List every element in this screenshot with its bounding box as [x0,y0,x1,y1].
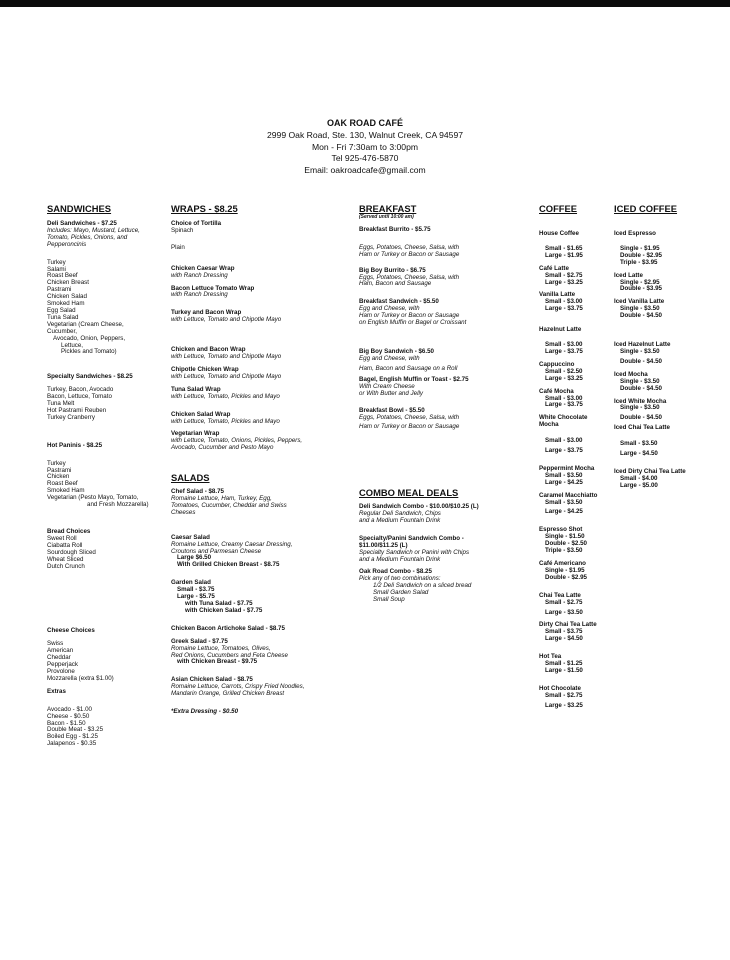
salad-price: with Tuna Salad - $7.75 [185,600,253,607]
salad-desc: Mandarin Orange, Grilled Chicken Breast [171,690,285,698]
combo-desc: Regular Deli Sandwich, Chips [359,510,441,518]
cheese-item: Mozzarella (extra $1.00) [47,674,114,682]
iced-item: Iced Vanilla Latte [614,298,665,306]
coffee-item: Caramel Macchiatto [539,491,598,499]
breakfast-desc: Ham or Turkey or Bacon or Sausage [359,423,460,431]
breakfast-desc: Eggs, Potatoes, Cheese, Salsa, with [359,273,460,281]
vegetarian-item: Lettuce, [61,341,84,349]
panini-item: Roast Beef [47,480,78,488]
breakfast-desc: With Cream Cheese [359,382,415,390]
breakfast-desc: Ham or Turkey or Bacon or Sausage [359,312,460,320]
coffee-price: Single - $1.50 [545,533,585,541]
coffee-price: Large - $1.50 [545,666,583,674]
salad-price: Large $6.50 [177,554,212,562]
iced-item: Iced Hazelnut Latte [614,341,671,349]
salad-desc: Romaine Lettuce, Creamy Caesar Dressing, [171,540,293,548]
cheese-item: Cheddar [47,654,71,662]
iced-price: Single - $2.95 [620,278,660,286]
coffee-price: Small - $3.00 [545,298,583,306]
combo-specialty: Specialty/Panini Sandwich Combo - [359,534,464,542]
panini-item: Smoked Ham [47,487,85,495]
top-border [0,0,730,7]
panini-item: and Fresh Mozzarella) [87,501,149,509]
deli-includes: Pepperoncinis [47,240,87,248]
coffee-item: Hot Tea [539,653,562,661]
coffee-item: Peppermint Mocha [539,464,595,472]
coffee-price: Large - $1.95 [545,251,583,259]
tortilla-choice: Choice of Tortilla [171,220,222,227]
iced-price: Single - $3.50 [620,377,660,385]
wrap-name: Chicken Salad Wrap [171,410,231,418]
coffee-price: Small - $3.50 [545,471,583,479]
wrap-desc: Avocado, Cucumber and Pesto Mayo [171,444,274,452]
extra-item: Boiled Egg - $1.25 [47,733,98,741]
extra-item: Cheese - $0.50 [47,712,90,720]
coffee-item: Café Mocha [539,387,574,395]
meat-item: Egg Salad [47,306,76,314]
caesar-salad: Caesar Salad [171,533,210,541]
coffee-price: Large - $3.25 [545,701,583,709]
breakfast-desc: Ham, Bacon and Sausage on a Roll [359,364,458,372]
cafe-phone: Tel 925-476-5870 [331,153,399,164]
coffee-column [539,203,597,710]
breakfast-heading: BREAKFAST [359,203,417,214]
specialty-sandwiches: Specialty Sandwiches - $8.25 [47,373,133,381]
coffee-price: Small - $1.25 [545,660,583,668]
wrap-name: Vegetarian Wrap [171,430,220,438]
salad-price: Large - $5.75 [177,593,215,601]
specialty-item: Turkey, Bacon, Avocado [47,386,114,394]
combo-desc: 1/2 Deli Sandwich on a sliced bread [373,582,472,590]
iced-item: Iced Chai Tea Latte [614,424,670,432]
wrap-name: Turkey and Bacon Wrap [171,309,242,317]
coffee-item: Hot Chocolate [539,684,581,692]
meat-item: Salami [47,265,66,273]
breakfast-served: (Served until 10:00 am) [359,214,414,220]
bread-item: Sourdough Sliced [47,548,96,556]
meat-item: Roast Beef [47,272,78,280]
coffee-price: Double - $2.95 [545,573,587,581]
salad-desc: Tomatoes, Cucumber, Cheddar and Swiss [171,501,287,509]
coffee-price: Small - $3.00 [545,341,583,349]
iced-item: Iced Espresso [614,230,656,237]
combo-desc: Pick any of two combinations: [359,575,441,583]
coffee-item: Café Latte [539,264,569,272]
breakfast-item: Big Boy Burrito - $6.75 [359,266,426,274]
wrap-desc: with Ranch Dressing [171,271,228,279]
cheese-item: Pepperjack [47,661,78,669]
cafe-hours: Mon - Fri 7:30am to 3:00pm [311,141,419,152]
wraps-heading: WRAPS - $8.25 [171,203,238,214]
iced-price: Large - $5.00 [620,481,658,489]
iced-price: Large - $4.50 [620,450,658,458]
combo-desc: Small Garden Salad [373,589,429,597]
combo-desc: Specialty Sandwich or Panini with Chips [359,548,470,556]
bread-item: Ciabatta Roll [47,541,83,549]
vegetarian-item: Vegetarian (Cream Cheese, [47,320,124,328]
cheese-choices-heading: Cheese Choices [47,627,95,635]
sandwiches-column [47,203,149,748]
coffee-price: Small - $2.75 [545,271,583,279]
salad-desc: Red Onions, Cucumbers and Feta Cheese [171,651,288,659]
breakfast-desc: or With Butter and Jelly [359,389,423,397]
coffee-item: Espresso Shot [539,526,583,534]
wrap-desc: with Ranch Dressing [171,291,228,299]
iced-item: Iced Mocha [614,370,648,378]
deli-sandwiches: Deli Sandwiches - $7.25 [47,220,117,227]
coffee-price: Small - $3.00 [545,437,583,445]
coffee-price: Small - $2.75 [545,691,583,699]
salad-desc: Romaine Lettuce, Ham, Turkey, Egg, [171,495,272,503]
iced-coffee-heading: ICED COFFEE [614,203,678,214]
breakfast-item: Breakfast Burrito - $5.75 [359,225,431,233]
iced-price: Small - $3.50 [620,440,658,448]
breakfast-desc: on English Muffin or Bagel or Croissant [359,319,467,327]
combo-deli: Deli Sandwich Combo - $10.00/$10.25 (L) [359,503,479,511]
iced-price: Double - $4.50 [620,357,662,365]
panini-item: Chicken [47,473,70,481]
combo-oak-road: Oak Road Combo - $8.25 [359,568,432,576]
coffee-price: Large - $4.25 [545,508,583,516]
extra-item: Double Meat - $3.25 [47,726,104,734]
salad-price: With Grilled Chicken Breast - $8.75 [177,561,280,569]
bread-choices-heading: Bread Choices [47,528,91,535]
iced-price: Single - $3.50 [620,305,660,313]
breakfast-desc: Egg and Cheese, with [359,354,420,362]
greek-salad: Greek Salad - $7.75 [171,637,228,645]
combo-desc: and a Medium Fountain Drink [359,516,441,524]
iced-price: Double - $2.95 [620,251,662,259]
breakfast-item: Breakfast Sandwich - $5.50 [359,298,439,306]
iced-price: Triple - $3.95 [620,258,658,266]
cafe-email: Email: oakroadcafe@gmail.com [304,165,426,176]
menu-header [0,118,730,177]
panini-item: Pastrami [47,466,72,474]
salad-desc: Romaine Lettuce, Tomatoes, Olives, [171,644,271,652]
salad-desc: Cheeses [171,508,196,516]
hot-paninis: Hot Paninis - $8.25 [47,441,103,449]
coffee-item: Cappuccino [539,360,575,368]
breakfast-column [359,203,479,604]
coffee-price: Small - $2.50 [545,367,583,375]
panini-item: Turkey [47,459,66,467]
meat-item: Chicken Salad [47,293,87,301]
salad-price: with Chicken Salad - $7.75 [185,606,263,614]
iced-price: Single - $3.50 [620,404,660,412]
cheese-item: Swiss [47,640,64,648]
coffee-price: Small - $1.65 [545,244,583,252]
cheese-item: Provolone [47,667,75,675]
coffee-item: Chai Tea Latte [539,591,581,599]
coffee-price: Large - $3.75 [545,347,583,355]
garden-salad: Garden Salad [171,579,211,587]
meat-item: Chicken Breast [47,279,89,287]
asian-salad: Asian Chicken Salad - $8.75 [171,676,253,684]
coffee-price: Large - $3.75 [545,401,583,409]
coffee-item: Hazelnut Latte [539,326,582,334]
iced-price: Single - $3.50 [620,347,660,355]
artichoke-salad: Chicken Bacon Artichoke Salad - $8.75 [171,624,285,632]
iced-price: Double - $4.50 [620,312,662,320]
salads-heading: SALADS [171,472,210,484]
iced-item: Iced Latte [614,271,643,279]
coffee-price: Double - $2.50 [545,540,587,548]
iced-coffee-column [614,203,686,490]
wrap-desc: with Lettuce, Tomato and Chipotle Mayo [171,372,282,380]
breakfast-desc: Ham or Turkey or Bacon or Sausage [359,250,460,258]
coffee-heading: COFFEE [539,203,578,214]
salad-price: Small - $3.75 [177,586,215,594]
wrap-name: Chicken Caesar Wrap [171,264,235,272]
breakfast-desc: Egg and Cheese, with [359,305,420,313]
cheese-item: American [47,647,74,655]
wrap-desc: with Lettuce, Tomato and Chipotle Mayo [171,316,282,324]
breakfast-item: Breakfast Bowl - $5.50 [359,407,425,415]
specialty-item: Hot Pastrami Reuben [47,406,107,414]
coffee-price: Large - $4.25 [545,478,583,486]
extras-heading: Extras [47,687,66,695]
tortilla-spinach: Spinach [171,226,194,234]
coffee-price: Small - $2.75 [545,598,583,606]
salad-price: with Chicken Breast - $9.75 [177,658,258,666]
coffee-item: Vanilla Latte [539,291,576,299]
coffee-price: Small - $3.50 [545,498,583,506]
chef-salad: Chef Salad - $8.75 [171,488,224,496]
extra-item: Jalapenos - $0.35 [47,740,97,748]
coffee-item: Mocha [539,421,559,429]
extra-item: Avocado - $1.00 [47,705,92,713]
wrap-desc: with Lettuce, Tomato, Pickles and Mayo [171,392,280,400]
breakfast-desc: Eggs, Potatoes, Cheese, Salsa, with [359,243,460,251]
salad-desc: Croutons and Parmesan Cheese [171,547,262,555]
coffee-price: Small - $3.75 [545,628,583,636]
meat-item: Pastrami [47,286,72,294]
iced-item: Iced White Mocha [614,397,667,405]
wrap-name: Chipotle Chicken Wrap [171,365,239,373]
cafe-name: OAK ROAD CAFÉ [327,118,403,128]
iced-price: Double - $4.50 [620,384,662,392]
extra-item: Bacon - $1.50 [47,719,86,727]
coffee-price: Large - $3.75 [545,305,583,313]
panini-item: Vegetarian (Pesto Mayo, Tomato, [47,494,139,502]
iced-price: Double - $3.95 [620,285,662,293]
coffee-price: Single - $1.95 [545,566,585,574]
wrap-desc: with Lettuce, Tomato and Chipotle Mayo [171,353,282,361]
coffee-item: House Coffee [539,230,579,237]
specialty-item: Turkey Cranberry [47,413,95,421]
coffee-price: Large - $3.75 [545,447,583,455]
wrap-desc: with Lettuce, Tomato, Pickles and Mayo [171,417,280,425]
bread-item: Dutch Crunch [47,562,85,570]
iced-price: Single - $1.95 [620,244,660,252]
breakfast-item: Big Boy Sandwich - $6.50 [359,347,434,355]
breakfast-item: Bagel, English Muffin or Toast - $2.75 [359,375,469,383]
combo-specialty: $11.00/$11.25 (L) [359,541,408,549]
tortilla-plain: Plain [171,243,185,251]
coffee-price: Triple - $3.50 [545,547,583,555]
wraps-column [171,203,304,716]
vegetarian-item: Cucumber, [47,327,77,335]
coffee-item: White Chocolate [539,414,588,422]
cafe-address: 2999 Oak Road, Ste. 130, Walnut Creek, CA 94597 [266,129,464,140]
specialty-item: Tuna Melt [47,400,75,408]
wrap-name: Tuna Salad Wrap [171,385,221,393]
iced-item: Iced Dirty Chai Tea Latte [614,467,686,475]
extra-dressing: *Extra Dressing - $0.50 [171,708,239,716]
combo-heading: COMBO MEAL DEALS [359,487,459,499]
bread-item: Sweet Roll [47,534,77,542]
meat-item: Smoked Ham [47,300,85,308]
combo-desc: Small Soup [373,596,405,604]
combo-desc: and a Medium Fountain Drink [359,555,441,563]
vegetarian-item: Pickles and Tomato) [61,348,117,356]
sandwiches-heading: SANDWICHES [47,203,112,214]
iced-price: Double - $4.50 [620,414,662,422]
breakfast-desc: Ham, Bacon and Sausage [359,280,432,288]
coffee-price: Large - $3.25 [545,278,583,286]
meat-item: Tuna Salad [47,313,79,321]
coffee-price: Small - $3.00 [545,394,583,402]
coffee-price: Large - $3.25 [545,374,583,382]
vegetarian-item: Avocado, Onion, Peppers, [53,334,126,342]
bread-item: Wheat Sliced [47,555,84,563]
specialty-item: Bacon, Lettuce, Tomato [47,393,112,401]
deli-includes: Tomato, Pickles, Onions, and [47,233,128,241]
wrap-name: Chicken and Bacon Wrap [171,346,246,354]
wrap-name: Bacon Lettuce Tomato Wrap [171,284,255,292]
coffee-price: Large - $3.50 [545,608,583,616]
wrap-desc: with Lettuce, Tomato, Onions, Pickles, Peppers, [171,437,303,445]
deli-includes: Includes: Mayo, Mustard, Lettuce, [47,226,140,234]
breakfast-desc: Eggs, Potatoes, Cheese, Salsa, with [359,414,460,422]
meat-item: Turkey [47,258,66,266]
coffee-item: Café Americano [539,560,586,567]
coffee-item: Dirty Chai Tea Latte [539,621,597,629]
coffee-price: Large - $4.50 [545,635,583,643]
iced-price: Small - $4.00 [620,474,658,482]
salad-desc: Romaine Lettuce, Carrots, Crispy Fried Noodles, [171,683,305,691]
